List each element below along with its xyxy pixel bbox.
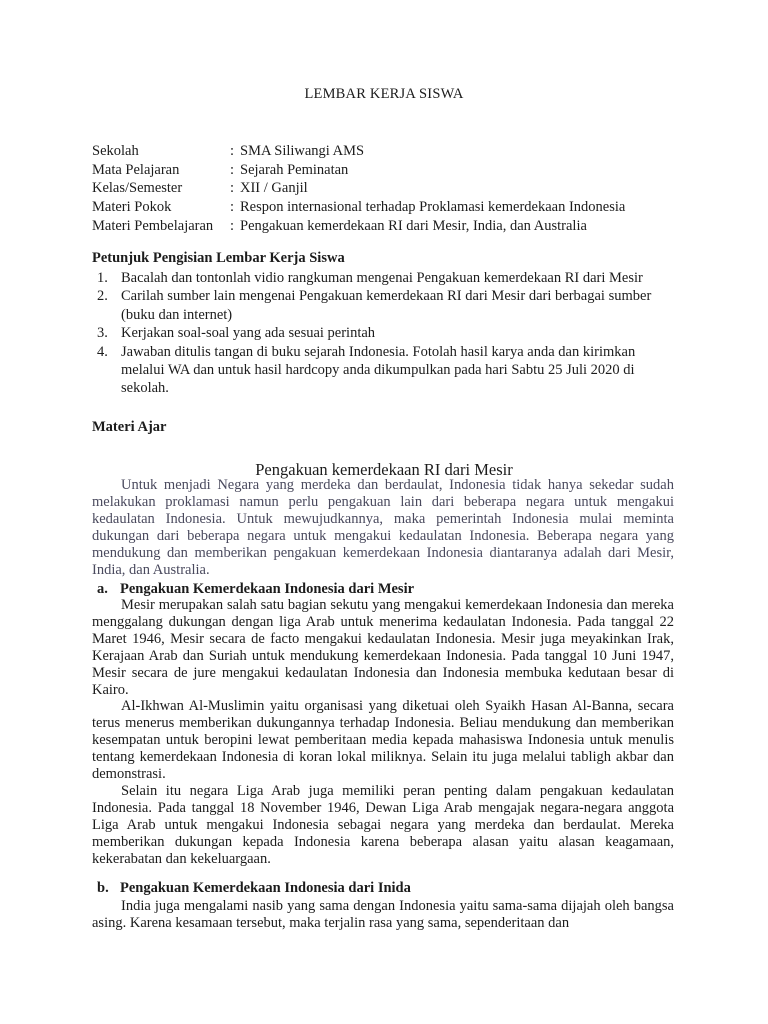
section-title: Pengakuan Kemerdekaan Indonesia dari Inida — [120, 880, 411, 896]
section-title: Pengakuan Kemerdekaan Indonesia dari Mesir — [120, 581, 415, 597]
identity-table — [92, 142, 625, 236]
step-number: 2. — [97, 288, 108, 305]
worksheet-title: LEMBAR KERJA SISWA — [304, 86, 464, 102]
info-row-subject — [92, 161, 625, 180]
section-a-body — [92, 597, 674, 868]
info-value: Respon internasional terhadap Proklamasi kemerdekaan Indonesia — [240, 199, 626, 216]
list-item — [92, 343, 674, 398]
info-colon: : — [230, 217, 235, 234]
step-text: Kerjakan soal-soal yang ada sesuai perintah — [121, 325, 376, 342]
info-colon: : — [230, 143, 235, 159]
list-item — [92, 287, 674, 324]
info-row-material — [92, 217, 625, 236]
section-b-body — [92, 898, 674, 932]
intro-paragraph — [92, 477, 674, 578]
section-subtitle: Pengakuan kemerdekaan RI dari Mesir — [255, 460, 513, 479]
paragraph: Mesir merupakan salah satu bagian sekutu yang mengakui kemerdekaan Indonesia dan mereka menggalang dukungan dengan liga Arab untuk menerima kedaulatan Indonesia. Pada tanggal 22 Maret 1946, Mesir secara de facto mengakui kedaulatan Indonesia. Mesir juga meyakinkan Irak, Kerajaan Arab dan Suriah untuk mendukung kemerdekaan Indonesia. Pada tanggal 10 Juni 1947, Mesir secara de jure mengakui kedaulatan Indonesia dan Indonesia membuka kedutaan besar di Kairo. — [92, 597, 674, 698]
step-text: Bacalah dan tontonlah vidio rangkuman mengenai Pengakuan kemerdekaan RI dari Mesir — [121, 270, 643, 286]
section-a-heading — [92, 581, 414, 598]
step-text: Jawaban ditulis tangan di buku sejarah Indonesia. Fotolah hasil karya anda dan kirimkan melalui WA dan untuk hasil hardcopy anda dikumpulkan pada hari Sabtu 25 Juli 2020 di sekolah. — [121, 343, 636, 397]
info-colon: : — [230, 199, 235, 216]
section-letter: b. — [97, 880, 109, 896]
info-label: Mata Pelajaran — [92, 161, 180, 178]
info-value: Sejarah Peminatan — [240, 161, 349, 178]
step-number: 1. — [97, 270, 108, 286]
paragraph: Al-Ikhwan Al-Muslimin yaitu organisasi yang diketuai oleh Syaikh Hasan Al-Banna, secara terus menerus memberikan dukungannya terhadap Indonesia. Beliau mendukung dan memberikan kesempatan untuk beropini lewat pemberitaan media kepada mahasiswa Indonesia untuk menulis tentang kemerdekaan Indonesia di koran lokal miliknya. Selain itu juga melalui tabligh akbar dan demonstrasi. — [92, 698, 674, 783]
info-value: SMA Siliwangi AMS — [240, 143, 365, 159]
list-item — [92, 269, 674, 287]
instruction-list — [92, 269, 674, 398]
section-b-heading — [92, 880, 411, 897]
info-colon: : — [230, 161, 235, 178]
paragraph: India juga mengalami nasib yang sama dengan Indonesia yaitu sama-sama dijajah oleh bangsa asing. Karena kesamaan tersebut, maka terjalin rasa yang sama, sependeritaan dan — [92, 898, 674, 931]
info-label: Sekolah — [92, 143, 139, 159]
step-text: Carilah sumber lain mengenai Pengakuan kemerdekaan RI dari Mesir dari berbagai sumber (buku dan internet) — [121, 288, 652, 323]
info-label: Materi Pembelajaran — [92, 217, 214, 234]
info-value: Pengakuan kemerdekaan RI dari Mesir, India, dan Australia — [240, 217, 587, 234]
paragraph: Untuk menjadi Negara yang merdeka dan berdaulat, Indonesia tidak hanya sekedar sudah melakukan proklamasi namun perlu pengakuan lain dari beberapa negara untuk mengakui kedaulatan Indonesia. Untuk mewujudkannya, maka pemerintah Indonesia mulai meminta dukungan dari beberapa negara untuk mengakui kedaulatan Indonesia. Beberapa negara yang mendukung dan memberikan pengakuan kemerdekaan Indonesia diantaranya adalah dari Mesir, India, dan Australia. — [92, 477, 674, 578]
info-label: Materi Pokok — [92, 199, 172, 216]
info-value: XII / Ganjil — [240, 180, 308, 197]
info-row-topic — [92, 198, 625, 217]
step-number: 3. — [97, 325, 108, 342]
info-colon: : — [230, 180, 235, 197]
info-row-class — [92, 179, 625, 198]
paragraph: Selain itu negara Liga Arab juga memiliki peran penting dalam pengakuan kedaulatan Indonesia. Pada tanggal 18 November 1946, Dewan Liga Arab mengajak negara-negara anggota Liga Arab untuk mengakui Indonesia sebagai negara yang merdeka dan berdaulat. Mereka memberikan dukungan kepada Indonesia karena beberapa alasan yaitu alasan keagamaan, kekerabatan dan kekeluargaan. — [92, 782, 674, 867]
instructions-heading: Petunjuk Pengisian Lembar Kerja Siswa — [92, 250, 345, 266]
list-item — [92, 324, 674, 342]
info-label: Kelas/Semester — [92, 180, 183, 197]
step-number: 4. — [97, 343, 108, 360]
section-letter: a. — [97, 581, 108, 597]
info-row-school — [92, 142, 625, 161]
materi-heading: Materi Ajar — [92, 419, 167, 435]
